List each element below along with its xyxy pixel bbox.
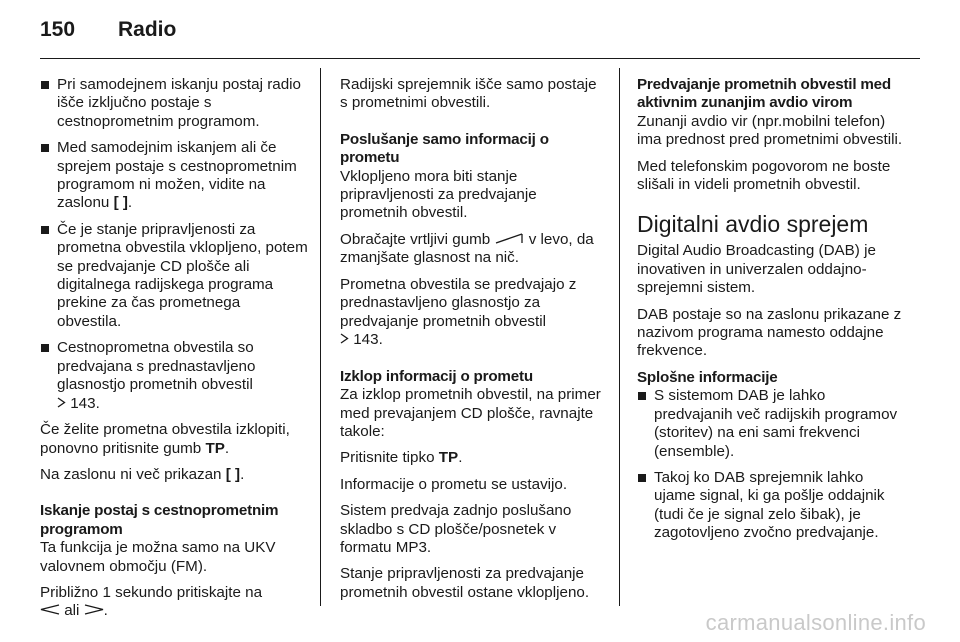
list-item: Če je stanje pripravljenosti za prometna obvestila vklopljeno, potem se predvajanje CD plošče ali digitalnega radijskega programa prekine za čas prometnega obvestila. — [40, 221, 308, 331]
paragraph: Pritisnite tipko TP. — [340, 449, 463, 467]
header-rule — [40, 58, 920, 59]
seek-left-icon — [40, 602, 60, 620]
section-title: Radio — [118, 18, 177, 41]
list-item: Pri samodejnem iskanju postaj radio išče izključno postaje s cestnoprometnim programom. — [40, 76, 308, 131]
paragraph: Radijski sprejemnik išče samo postaje s prometnimi obvestili. — [340, 76, 597, 112]
paragraph: Približno 1 sekundo pritiskajte na ali . — [40, 583, 263, 620]
paragraph: DAB postaje so na zaslonu prikazane z nazivom programa namesto oddajne frekvence. — [637, 305, 902, 360]
paragraph: Stanje pripravljenosti za predvajanje prometnih obvestil ostane vklopljeno. — [340, 565, 590, 601]
paragraph: Med telefonskim pogovorom ne boste slišali in videli prometnih obvestil. — [637, 157, 891, 194]
paragraph: Prometna obvestila se predvajajo z prednastavljeno glasnostjo za predvajanje prometnih obvestil 143. — [340, 275, 577, 349]
paragraph: Na zaslonu ni več prikazan [ ]. — [40, 465, 245, 483]
page-ref-arrow-icon — [57, 395, 66, 413]
tp-button-label: TP — [438, 449, 459, 467]
column-divider — [619, 68, 620, 606]
page-header — [40, 18, 176, 48]
column-2 — [340, 76, 608, 610]
bullet-list — [637, 387, 907, 542]
page-reference: 143 — [353, 331, 379, 349]
seek-right-icon — [84, 602, 104, 620]
column-3 — [637, 76, 907, 551]
bracket-symbol: [ ] — [225, 465, 241, 483]
bullet-list — [40, 76, 308, 413]
list-item: S sistemom DAB je lahko predvajanih več radijskih programov (storitev) na eni sami frekvenci (ensemble). — [637, 387, 907, 461]
column-divider — [320, 68, 321, 606]
paragraph: Za izklop prometnih obvestil, na primer med prevajanjem CD plošče, ravnajte takole: — [340, 386, 601, 440]
column-1 — [40, 76, 308, 629]
paragraph: Ta funkcija je možna samo na UKV valovnem območju (FM). — [40, 539, 276, 575]
paragraph: Sistem predvaja zadnjo poslušano skladbo s CD plošče/posnetek v formatu MP3. — [340, 502, 572, 556]
page-number: 150 — [40, 18, 76, 41]
subheading: Iskanje postaj s cestnoprometnim programom — [40, 502, 279, 538]
bracket-symbol: [ ] — [113, 194, 128, 212]
subheading: Splošne informacije — [637, 368, 778, 386]
watermark: carmanualsonline.info — [705, 610, 926, 635]
list-item: Cestnoprometna obvestila so predvajana s prednastavljeno glasnostjo prometnih obvestil 143. — [40, 339, 308, 413]
list-item: Med samodejnim iskanjem ali če sprejem postaje s cestnoprometnim programom ni možen, vidite na zaslonu [ ]. — [40, 139, 308, 213]
section-heading: Digitalni avdio sprejem — [637, 211, 869, 238]
paragraph: Vklopljeno mora biti stanje pripravljenosti za predvajanje prometnih obvestil. — [340, 167, 537, 222]
paragraph: Obračajte vrtljivi gumb v levo, da zmanjšate glasnost na nič. — [340, 231, 594, 267]
paragraph: Zunanji avdio vir (npr.mobilni telefon) ima prednost pred prometnimi obvestili. — [637, 112, 903, 149]
paragraph: Digital Audio Broadcasting (DAB) je inovativen in univerzalen oddajno-sprejemni sistem. — [637, 242, 876, 297]
subheading: Predvajanje prometnih obvestil med aktivnim zunanjim avdio virom — [637, 76, 891, 112]
rotary-knob-icon — [494, 231, 524, 249]
page-ref-arrow-icon — [340, 331, 349, 349]
subheading: Poslušanje samo informacij o prometu — [340, 130, 549, 167]
subheading: Izklop informacij o prometu — [340, 367, 533, 385]
list-item: Takoj ko DAB sprejemnik lahko ujame signal, ki ga pošlje oddajnik (tudi če je signal zelo šibak), je zagotovljeno zvočno predvajanje. — [637, 469, 907, 543]
paragraph: Če želite prometna obvestila izklopiti, ponovno pritisnite gumb TP. — [40, 421, 290, 457]
page-reference: 143 — [70, 394, 96, 412]
paragraph: Informacije o prometu se ustavijo. — [340, 475, 568, 493]
tp-button-label: TP — [205, 439, 225, 457]
